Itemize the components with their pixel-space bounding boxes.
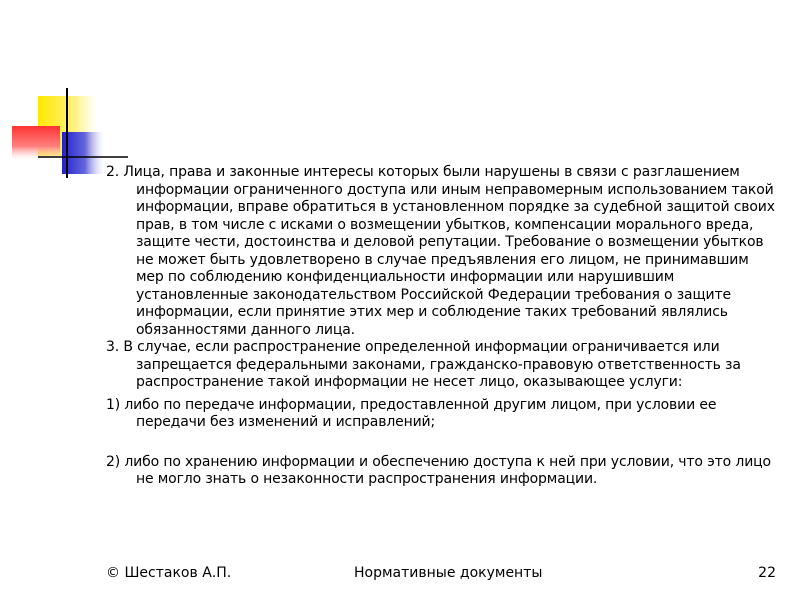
footer-author: © Шестаков А.П.: [106, 565, 232, 581]
red-square: [12, 126, 60, 160]
paragraph-2: 2. Лица, права и законные интересы которых были нарушены в связи с разглашением информации ограниченного доступа или иным неправомерным использованием такой информации, вправе обратиться в установленном порядке за судебной защитой своих прав, в том числе с исками о возмещении убытков, компенсации морального вреда, защите чести, достоинства и деловой репутации. Требование о возмещении убытков не может быть удовлетворено в случае предъявления его лицом, не принимавшим мер по соблюдению конфиденциальности информации или нарушившим установленные законодательством Российской Федерации требования о защите информации, если принятие этих мер и соблюдение таких требований являлись обязанностями данного лица.: [106, 164, 775, 338]
corner-decoration: [0, 0, 130, 190]
blue-square: [62, 132, 104, 174]
list-item-1: 1) либо по передаче информации, предоставленной другим лицом, при условии ее передачи без изменений и исправлений;: [106, 396, 717, 430]
page-number: 22: [758, 565, 776, 581]
footer-title: Нормативные документы: [354, 565, 543, 581]
body-text: [106, 164, 778, 489]
list-item-2: 2) либо по хранению информации и обеспечению доступа к ней при условии, что это лицо не могло знать о незаконности распространения информации.: [106, 453, 771, 487]
paragraph-3: 3. В случае, если распространение определенной информации ограничивается или запрещается федеральными законами, гражданско-правовую ответственность за распространение такой информации не несет лицо, оказывающее услуги:: [106, 339, 741, 390]
